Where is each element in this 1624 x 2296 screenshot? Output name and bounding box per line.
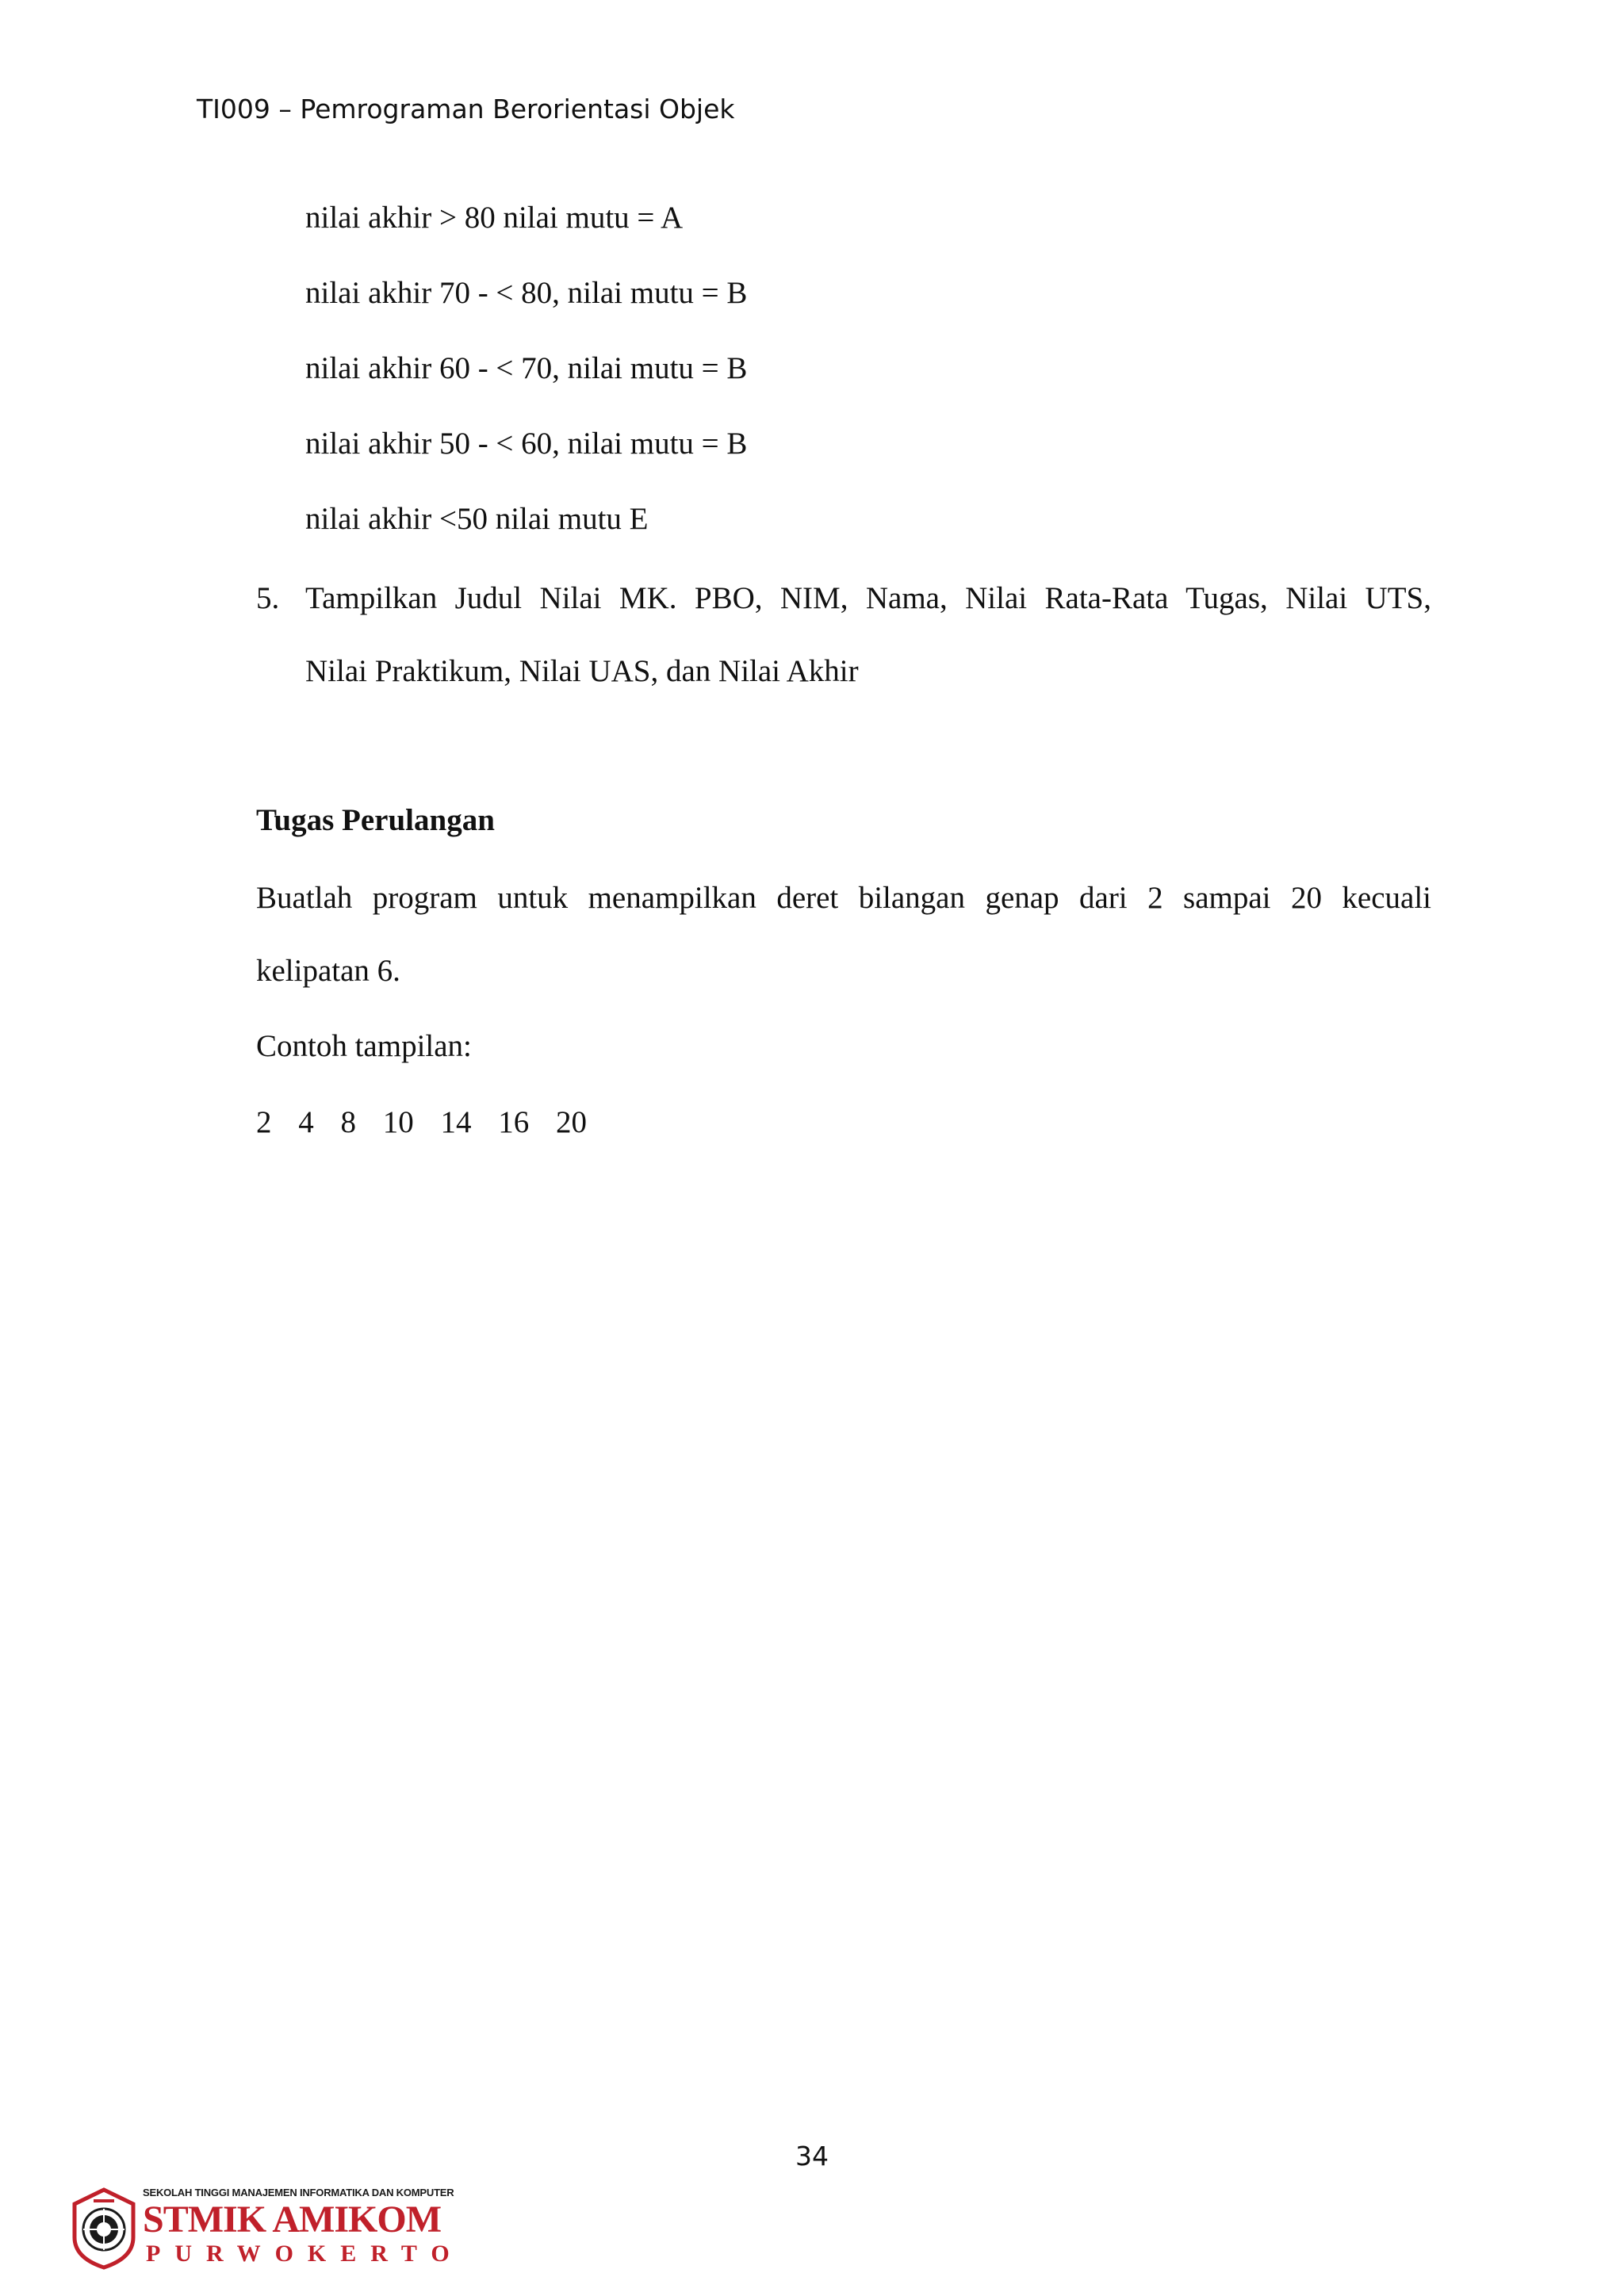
example-output-series — [256, 1104, 606, 1140]
task-paragraph-line2: kelipatan 6. — [256, 954, 400, 988]
running-header: TI009 – Pemrograman Berorientasi Objek — [197, 94, 735, 124]
amikom-emblem-icon — [70, 2187, 138, 2271]
grade-rule-b2: nilai akhir 60 - < 70, nilai mutu = B — [305, 351, 748, 385]
series-value: 20 — [556, 1105, 587, 1139]
stmik-amikom-logo — [70, 2187, 464, 2274]
logo-wordmark: STMIK AMIKOM — [143, 2198, 442, 2241]
series-value: 2 — [256, 1105, 272, 1139]
item5-line1: Tampilkan Judul Nilai MK. PBO, NIM, Nama, Nilai Rata-Rata Tugas, Nilai UTS, — [305, 581, 1431, 615]
task-paragraph-line1: Buatlah program untuk menampilkan deret bilangan genap dari 2 sampai 20 kecuali — [256, 881, 1431, 915]
series-value: 14 — [440, 1105, 472, 1139]
grade-rule-b3: nilai akhir 50 - < 60, nilai mutu = B — [305, 427, 748, 461]
series-value: 10 — [382, 1105, 414, 1139]
item5-line2: Nilai Praktikum, Nilai UAS, dan Nilai Akhir — [305, 654, 859, 688]
grade-rule-b1: nilai akhir 70 - < 80, nilai mutu = B — [305, 276, 748, 310]
series-value: 4 — [298, 1105, 314, 1139]
series-value: 16 — [498, 1105, 530, 1139]
grade-rule-a: nilai akhir > 80 nilai mutu = A — [305, 201, 684, 235]
logo-institution-name: SEKOLAH TINGGI MANAJEMEN INFORMATIKA DAN KOMPUTER — [143, 2187, 454, 2198]
example-label: Contoh tampilan: — [256, 1029, 472, 1063]
page-number: 34 — [795, 2141, 829, 2172]
logo-city: PURWOKERTO — [146, 2241, 464, 2267]
series-value: 8 — [340, 1105, 356, 1139]
grade-rule-e: nilai akhir <50 nilai mutu E — [305, 502, 649, 536]
item-number: 5. — [256, 581, 280, 615]
section-heading: Tugas Perulangan — [256, 803, 495, 837]
